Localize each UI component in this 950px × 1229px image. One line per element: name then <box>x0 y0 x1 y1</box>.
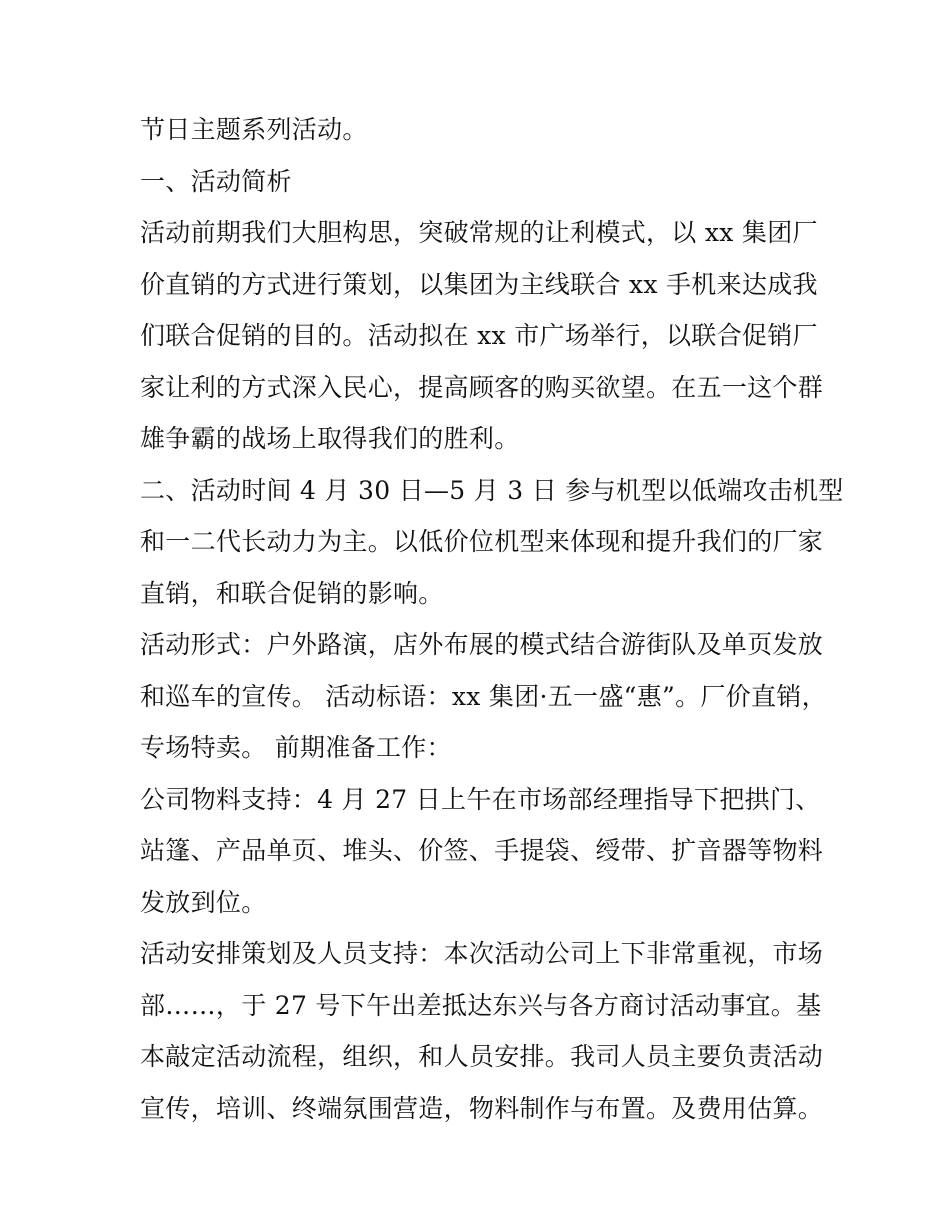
text-line: 价直销的方式进行策划，以集团为主线联合 xx 手机来达成我 <box>140 269 818 299</box>
text-line: 节日主题系列活动。 <box>140 115 368 144</box>
text-line: 们联合促销的目的。活动拟在 xx 市广场举行，以联合促销厂 <box>140 321 818 350</box>
text-line: 家让利的方式深入民心，提高顾客的购买欲望。在五一这个群 <box>140 372 824 402</box>
text-line: 和一二代长动力为主。以低价位机型来体现和提升我们的厂家 <box>140 527 824 556</box>
document-body <box>140 104 844 1134</box>
text-line: 和巡车的宣传。 活动标语：xx 集团·五一盛“惠”。厂价直销， <box>140 681 827 711</box>
text-line: 活动前期我们大胆构思，突破常规的让利模式，以 xx 集团厂 <box>140 218 818 247</box>
text-line: 部……，于 27 号下午出差抵达东兴与各方商讨活动事宜。基 <box>140 990 822 1020</box>
text-line: 站篷、产品单页、堆头、价签、手提袋、绶带、扩音器等物料 <box>140 836 824 865</box>
text-line: 本敲定活动流程，组织，和人员安排。我司人员主要负责活动 <box>140 1042 824 1071</box>
text-line: 活动安排策划及人员支持：本次活动公司上下非常重视，市场 <box>140 939 824 968</box>
text-line: 直销，和联合促销的影响。 <box>140 578 444 608</box>
section-heading: 一、活动简析 <box>140 166 292 196</box>
text-line: 雄争霸的战场上取得我们的胜利。 <box>140 424 520 453</box>
section-heading: 二、活动时间 4 月 30 日—5 月 3 日 参与机型以低端攻击机型 <box>140 475 844 505</box>
text-line: 宣传，培训、终端氛围营造，物料制作与布置。及费用估算。 <box>140 1093 824 1123</box>
text-line: 公司物料支持：4 月 27 日上午在市场部经理指导下把拱门、 <box>140 784 821 814</box>
text-line: 发放到位。 <box>140 887 267 917</box>
text-line: 活动形式：户外路演，店外布展的模式结合游街队及单页发放 <box>140 630 824 659</box>
text-line: 专场特卖。 前期准备工作： <box>140 733 452 762</box>
